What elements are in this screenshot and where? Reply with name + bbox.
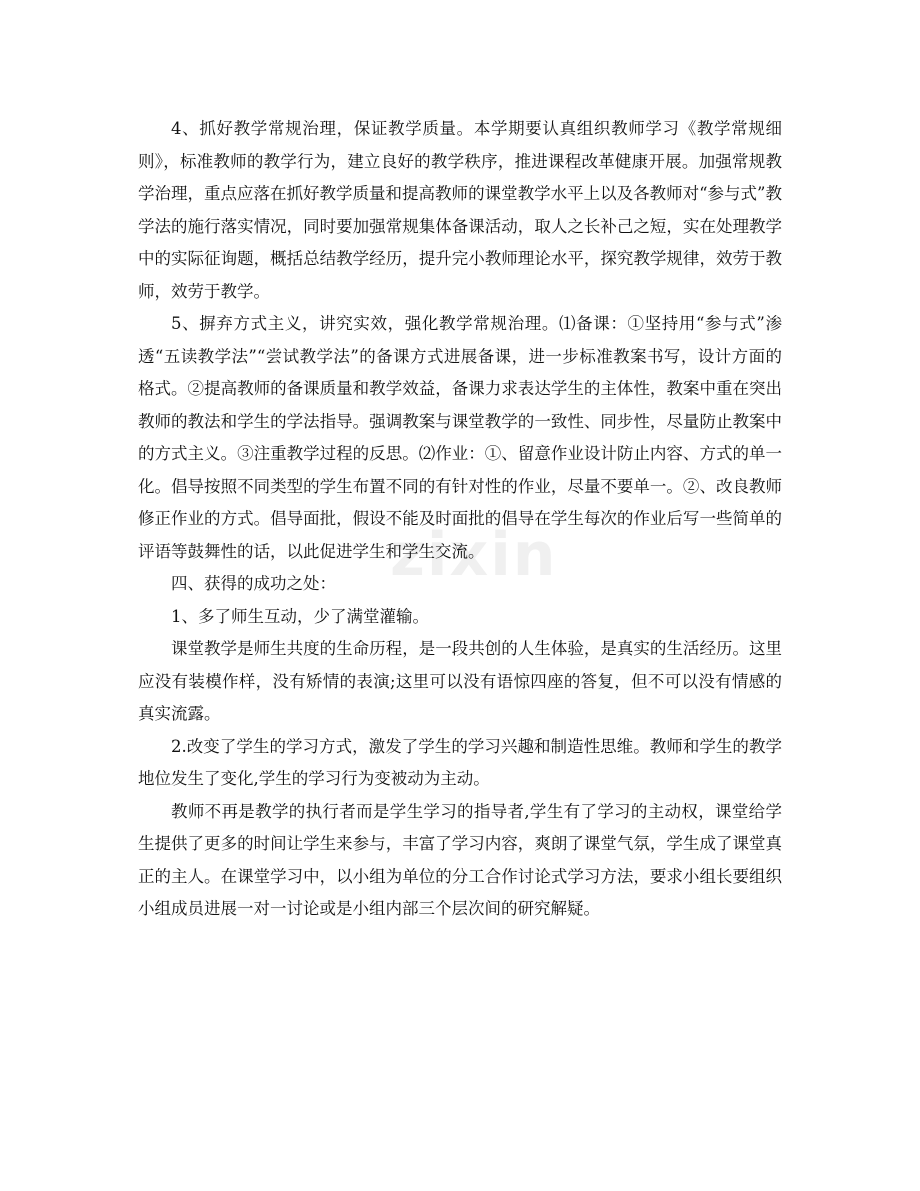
list-item-learning-style: 2.改变了学生的学习方式，激发了学生的学习兴趣和制造性思维。教师和学生的教学地位发生了变化,学生的学习行为变被动为主动。: [138, 736, 782, 788]
paragraph-teaching-routine: 4、抓好教学常规治理，保证教学质量。本学期要认真组织教师学习《教学常规细则》，标准教师的教学行为，建立良好的教学秩序，推进课程改革健康开展。加强常规教学治理，重点应落在抓好教学质量和提高教师的课堂教学水平上以及各教师对“参与式”教学法的施行落实情况，同时要加强常规集体备课活动，取人之长补己之短，实在处理教学中的实际征询题，概括总结教学经历，提升完小教师理论水平，探究教学规律，效劳于教师，效劳于教学。: [138, 119, 782, 301]
document-body: [138, 113, 782, 926]
section-heading-successes: 四、获得的成功之处：: [171, 574, 336, 593]
watermark: zixin: [390, 520, 558, 590]
paragraph-classroom-life: 课堂教学是师生共度的生命历程，是一段共创的人生体验，是真实的生活经历。这里应没有装模作样，没有矫情的表演;这里可以没有语惊四座的答复，但不可以没有情感的真实流露。: [138, 639, 782, 723]
list-item-interaction: 1、多了师生互动，少了满堂灌输。: [171, 606, 429, 626]
paragraph-abandon-formalism: 5、摒弃方式主义，讲究实效，强化教学常规治理。⑴备课：①坚持用“参与式”渗透“五读教学法”“尝试教学法”的备课方式进展备课，进一步标准教案书写，设计方面的格式。②提高教师的备课质量和教学效益，备课力求表达学生的主体性，教案中重在突出教师的教法和学生的学法指导。强调教案与课堂教学的一致性、同步性，尽量防止教案中的方式主义。③注重教学过程的反思。⑵作业：①、留意作业设计防止内容、方式的单一化。倡导按照不同类型的学生布置不同的有针对性的作业，尽量不要单一。②、改良教师修正作业的方式。倡导面批，假设不能及时面批的倡导在学生每次的作业后写一些简单的评语等鼓舞性的话，以此促进学生和学生交流。: [138, 314, 782, 561]
paragraph-teacher-role: 教师不再是教学的执行者而是学生学习的指导者,学生有了学习的主动权，课堂给学生提供了更多的时间让学生来参与，丰富了学习内容，爽朗了课堂气氛，学生成了课堂真正的主人。在课堂学习中，以小组为单位的分工合作讨论式学习方法，要求小组长要组织小组成员进展一对一讨论或是小组内部三个层次间的研究解疑。: [138, 801, 782, 918]
